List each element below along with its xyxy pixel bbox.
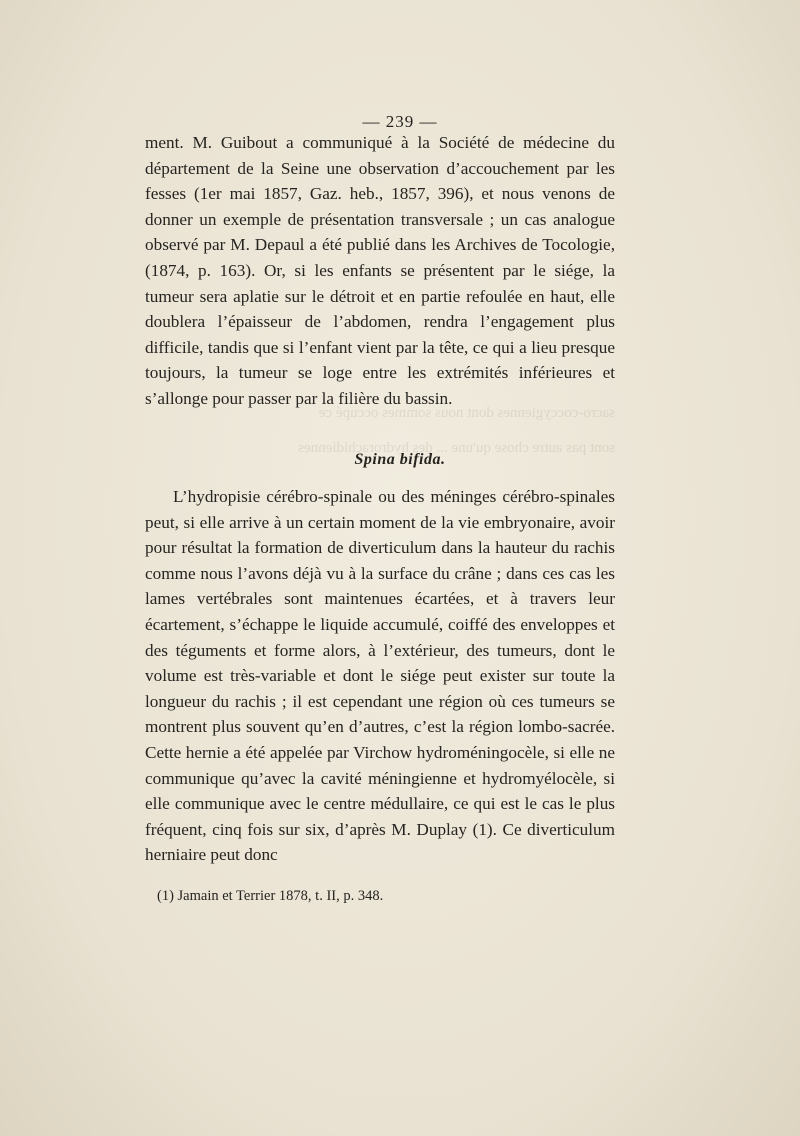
paragraph-continued: ment. M. Guibout a communiqué à la Société de médecine du département de la Seine une observation d’accouchement par les fesses (1er mai 1857, Gaz. heb., 1857, 396), et nous venons de donner un exemple de présentation transversale ; un cas analogue observé par M. Depaul a été publié dans les Archives de Tocologie, (1874, p. 163). Or, si les enfants se présentent par le siége, la tumeur sera aplatie sur le détroit et en partie refoulée en haut, elle doublera l’épaisseur de l’abdomen, rendra l’engagement plus difficile, tandis que si l’enfant vient par la tête, ce qui a lieu presque toujours, la tumeur se loge entre les extrémités inférieures et s’allonge pour passer par la filière du bassin.: [145, 133, 615, 408]
paragraph-spina-bifida: L’hydropisie cérébro-spinale ou des méninges cérébro-spinales peut, si elle arrive à un certain moment de la vie embryonaire, avoir pour résultat la formation de diverticulum dans la hauteur du rachis comme nous l’avons déjà vu à la surface du crâne ; dans ces cas les lames vertébrales sont maintenues écartées, et à travers leur écartement, s’échappe le liquide accumulé, coiffé des enveloppes et des téguments et forme alors, à l’extérieur, des tumeurs, dont le volume est très-variable et dont le siége peut exister sur toute la longueur du rachis ; il est cependant une région où ces tumeurs se montrent plus souvent qu’en d’autres, c’est la région lombo-sacrée. Cette hernie a été appelée par Virchow hydroméningocèle, si elle ne communique qu’avec la cavité méningienne et hydromyélocèle, si elle communique avec le centre médullaire, ce qui est le cas le plus fréquent, cinq fois sur six, d’après M. Duplay (1). Ce diverticulum herniaire peut donc: [145, 487, 615, 865]
footnote: (1) Jamain et Terrier 1878, t. II, p. 348.: [157, 888, 384, 904]
body-text-bottom: [145, 484, 615, 868]
section-heading: Spina bifida.: [354, 451, 446, 468]
bleed-through-text: sont pas autre chose qu'une ... des hydrorachidiennes: [298, 440, 615, 456]
body-text-top: [145, 130, 615, 412]
page-number: — 239 —: [362, 112, 438, 131]
bleed-through-text: sacro-coccygiennes dont nous sommes occupé ce: [318, 405, 615, 421]
